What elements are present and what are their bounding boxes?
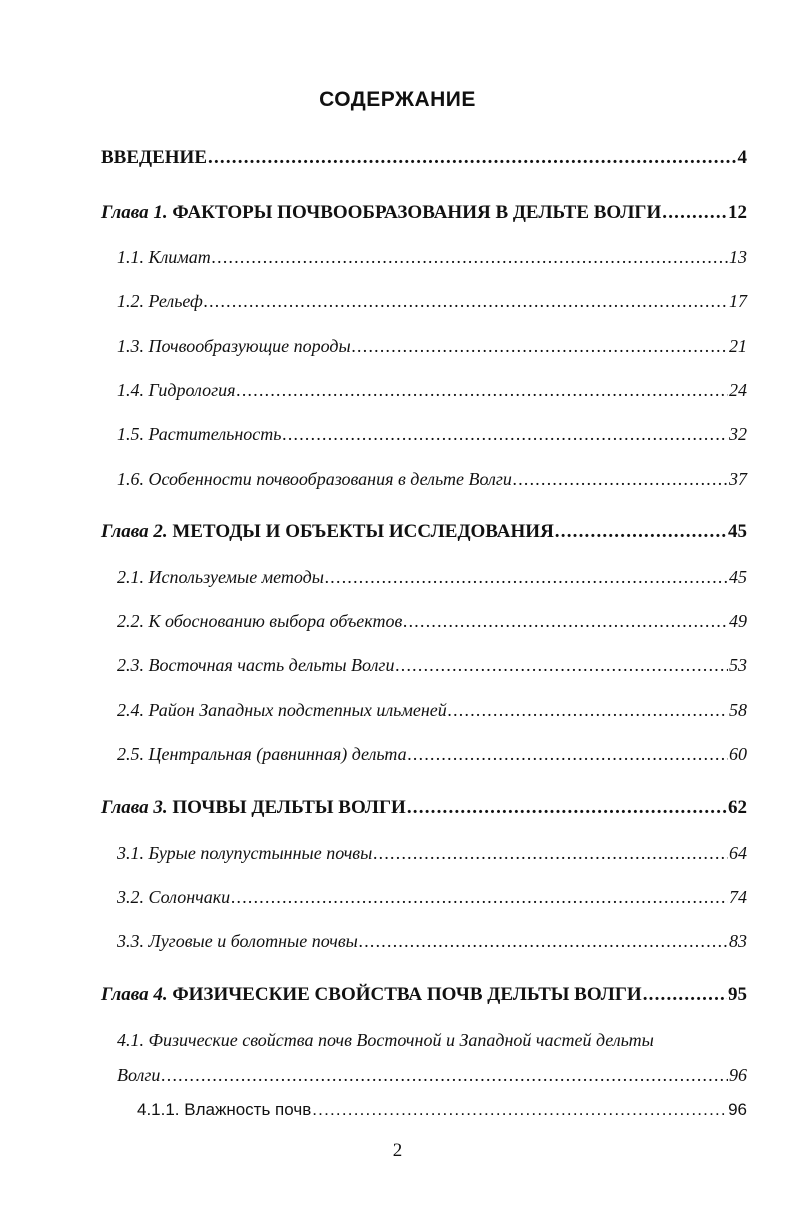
dot-leader — [408, 741, 728, 767]
dot-leader — [513, 466, 728, 492]
toc-section-2-5: 2.5. Центральная (равнинная) дельта ..... 60 — [117, 741, 747, 767]
dot-leader — [352, 333, 728, 359]
dot-leader — [231, 884, 728, 910]
dot-leader — [325, 564, 728, 590]
toc-page-number: 45 — [728, 521, 747, 542]
toc-section-2-4: 2.4. Район Западных подстепных ильменей ..... 58 — [117, 697, 747, 723]
dot-leader — [204, 288, 728, 314]
chapter-label: Глава 1. — [101, 202, 168, 223]
toc-page-number: 4 — [737, 147, 747, 168]
chapter-label: Глава 3. — [101, 797, 168, 818]
toc-subsection-4-1-1: 4.1.1. Влажность почв ..... 96 — [137, 1097, 747, 1123]
toc-section-1-4: 1.4. Гидрология ..... 24 — [117, 377, 747, 403]
toc-section-3-1: 3.1. Бурые полупустынные почвы ..... 64 — [117, 840, 747, 866]
dot-leader — [312, 1097, 727, 1123]
dot-leader — [662, 200, 727, 226]
dot-leader — [237, 377, 728, 403]
dot-leader — [555, 519, 727, 545]
toc-section-4-1-line1: 4.1. Физические свойства почв Восточной и Западной частей дельты — [117, 1030, 654, 1050]
toc-section-1-1: 1.1. Климат ..... 13 — [117, 244, 747, 270]
toc-entry-intro — [101, 145, 747, 171]
toc-section-3-2: 3.2. Солончаки ..... 74 — [117, 884, 747, 910]
toc-chapter-1 — [101, 200, 747, 226]
toc-page-number: 95 — [728, 984, 747, 1005]
toc-section-4-1: Волги ..... 96 — [117, 1062, 747, 1088]
toc-section-1-3: 1.3. Почвообразующие породы ..... 21 — [117, 333, 747, 359]
dot-leader — [283, 421, 729, 447]
chapter-title: ФАКТОРЫ ПОЧВООБРАЗОВАНИЯ В ДЕЛЬТЕ ВОЛГИ — [172, 202, 662, 223]
toc-section-1-2: 1.2. Рельеф ..... 17 — [117, 288, 747, 314]
dot-leader — [373, 840, 728, 866]
dot-leader — [359, 928, 728, 954]
toc-entry-text: ВВЕДЕНИЕ — [101, 147, 207, 168]
toc-section-3-3: 3.3. Луговые и болотные почвы ..... 83 — [117, 928, 747, 954]
chapter-title: ФИЗИЧЕСКИЕ СВОЙСТВА ПОЧВ ДЕЛЬТЫ ВОЛГИ — [172, 984, 642, 1005]
toc-section-2-2: 2.2. К обоснованию выбора объектов ..... 49 — [117, 608, 747, 634]
dot-leader — [212, 244, 728, 270]
toc-chapter-2 — [101, 519, 747, 545]
toc-chapter-3 — [101, 795, 747, 821]
page-number: 2 — [392, 1140, 403, 1161]
dot-leader — [208, 145, 737, 171]
chapter-label: Глава 2. — [101, 521, 168, 542]
toc-page-number: 12 — [728, 202, 747, 223]
toc-page-number: 62 — [728, 797, 747, 818]
dot-leader — [407, 795, 727, 821]
page-title: СОДЕРЖАНИЕ — [319, 88, 476, 111]
dot-leader — [161, 1062, 728, 1088]
chapter-label: Глава 4. — [101, 984, 168, 1005]
chapter-title: ПОЧВЫ ДЕЛЬТЫ ВОЛГИ — [172, 797, 406, 818]
dot-leader — [448, 697, 728, 723]
toc-chapter-4 — [101, 982, 747, 1008]
toc-section-1-5: 1.5. Растительность ..... 32 — [117, 421, 747, 447]
toc-section-2-3: 2.3. Восточная часть дельты Волги ..... 53 — [117, 652, 747, 678]
chapter-title: МЕТОДЫ И ОБЪЕКТЫ ИССЛЕДОВАНИЯ — [172, 521, 554, 542]
dot-leader — [403, 608, 728, 634]
dot-leader — [395, 652, 728, 678]
toc-section-1-6: 1.6. Особенности почвообразования в дельте Волги ..... 37 — [117, 466, 747, 492]
toc-section-2-1: 2.1. Используемые методы ..... 45 — [117, 564, 747, 590]
dot-leader — [643, 982, 727, 1008]
